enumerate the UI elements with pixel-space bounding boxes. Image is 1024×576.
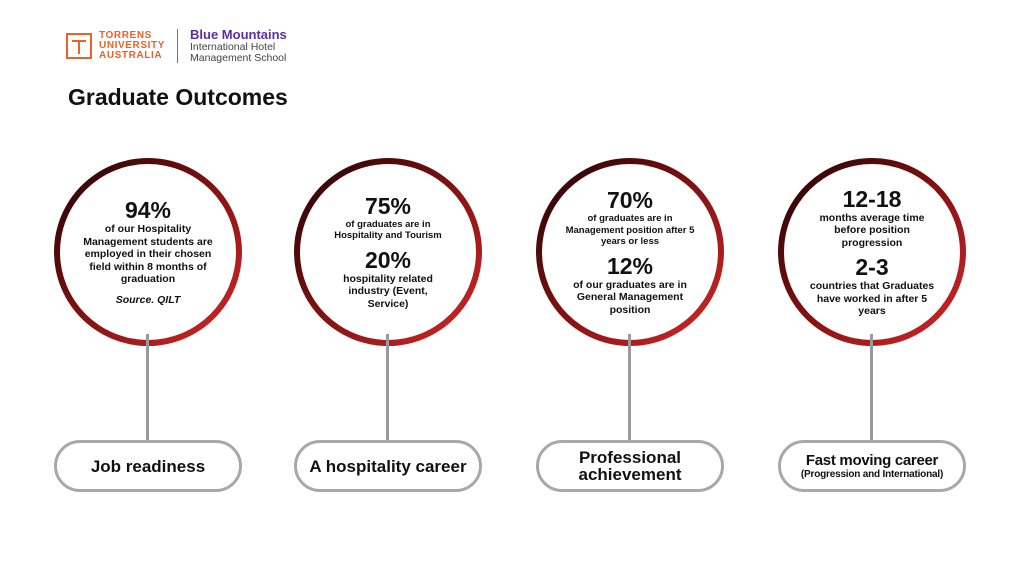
connector-line <box>628 334 631 440</box>
stat-value-2: 12% <box>606 252 654 279</box>
stat-value-2: 2-3 <box>855 254 889 280</box>
label-pill <box>54 440 242 492</box>
torrens-line-1: TORRENS <box>99 30 152 41</box>
stat-description-2: hospitality related industry (Event, Service) <box>343 272 433 310</box>
label-text: Job readiness <box>90 456 206 476</box>
label-text: A hospitality career <box>309 456 467 476</box>
bm-title: Blue Mountains <box>190 27 287 42</box>
stat-description: of our Hospitality Management students are employed in their chosen field within 8 months of graduation <box>83 223 213 286</box>
torrens-line-3: AUSTRALIA <box>99 50 163 61</box>
stat-value: 94% <box>124 197 172 224</box>
stat-circle <box>778 158 966 346</box>
connector-line <box>870 334 873 440</box>
stat-circle <box>294 158 482 346</box>
stat-source: Source. QILT <box>115 293 181 306</box>
stat-description-2: of our graduates are in General Management position <box>573 278 687 316</box>
stat-circle <box>54 158 242 346</box>
stat-description: of graduates are in Hospitality and Tourism <box>334 218 442 242</box>
stat-value-2: 20% <box>364 246 412 273</box>
torrens-line-2: UNIVERSITY <box>99 40 166 51</box>
logo-divider <box>177 29 178 63</box>
stat-value: 75% <box>364 192 412 219</box>
outcome-fast-moving-career <box>778 158 966 498</box>
stat-value: 12-18 <box>842 185 902 212</box>
page-title: Graduate Outcomes <box>68 84 288 110</box>
label-pill <box>536 440 724 492</box>
label-subtext: (Progression and International) <box>800 468 944 480</box>
outcome-professional-achievement <box>536 158 724 498</box>
logo <box>66 26 287 66</box>
label-text: Fast moving career <box>805 451 939 469</box>
blue-mountains-wordmark <box>190 28 287 64</box>
stat-description: months average time before position progression <box>819 211 925 249</box>
stat-value: 70% <box>606 187 654 213</box>
torrens-wordmark <box>99 31 165 61</box>
connector-line <box>146 334 149 440</box>
stat-description-2: countries that Graduates have worked in after 5 years <box>809 280 935 317</box>
outcome-hospitality-career <box>294 158 482 498</box>
outcome-job-readiness <box>54 158 242 498</box>
connector-line <box>386 334 389 440</box>
stat-circle <box>536 158 724 346</box>
bm-subtitle-2: Management School <box>190 52 287 64</box>
label-pill <box>294 440 482 492</box>
bm-subtitle-1: International Hotel <box>190 41 276 53</box>
torrens-logo-icon <box>66 33 92 59</box>
label-pill <box>778 440 966 492</box>
label-text: Professional achievement <box>578 448 682 484</box>
stat-description: of graduates are in Management position after 5 years or less <box>565 213 695 247</box>
